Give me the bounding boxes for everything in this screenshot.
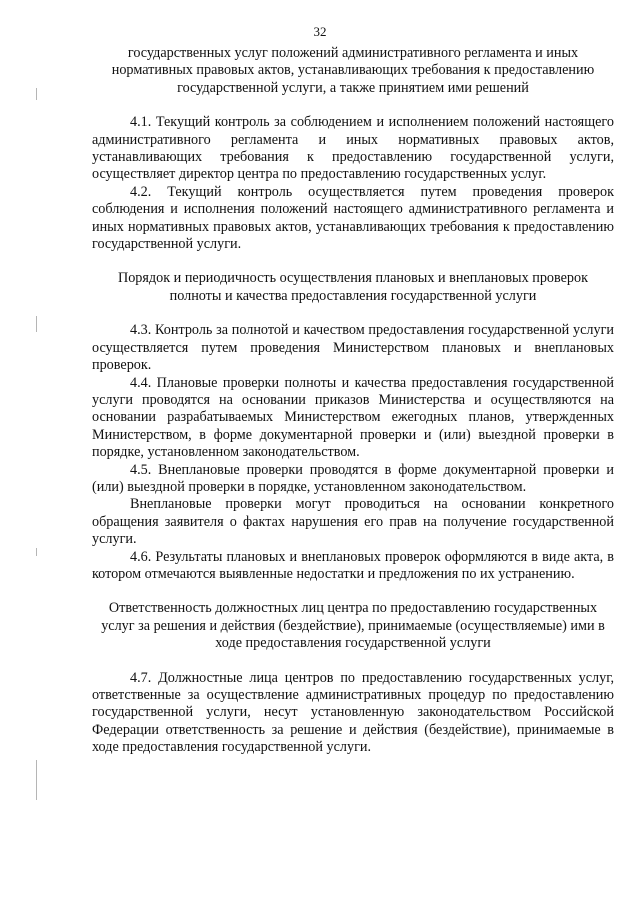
margin-scan-mark	[36, 760, 37, 800]
paragraph-4-5: 4.5. Внеплановые проверки проводятся в форме документарной проверки и (или) выездной проверки в порядке, установленном законодательством.	[92, 461, 614, 495]
margin-scan-mark	[36, 548, 37, 556]
paragraph-4-1: 4.1. Текущий контроль за соблюдением и исполнением положений настоящего административного регламента и иных нормативных правовых актов, устанавливающих требования к предоставлению государственной услуги, осуществляет директор центра по предоставлению государственных услуг.	[92, 114, 614, 183]
section-heading-inspections: Порядок и периодичность осуществления плановых и внеплановых проверок полноты и качества предоставления государственной услуги	[117, 270, 589, 304]
paragraph-4-2: 4.2. Текущий контроль осуществляется путем проведения проверок соблюдения и исполнения положений настоящего административного регламента и иных нормативных правовых актов, устанавливающих требования к предоставлению государственной услуги.	[92, 183, 614, 253]
paragraph-unscheduled: Внеплановые проверки могут проводиться на основании конкретного обращения заявителя о фактах нарушения его прав на получение государственной услуги.	[92, 496, 614, 548]
section-heading-responsibility: Ответственность должностных лиц центра по предоставлению государственных услуг за решения и действия (бездействие), принимаемые (осуществляемые) ими в ходе предоставления государственной услуги	[101, 600, 605, 652]
intro-heading: государственных услуг положений административного регламента и иных нормативных правовых актов, устанавливающих требования к предоставлению государственной услуги, а также принятием ими решений	[111, 45, 595, 96]
paragraph-4-6: 4.6. Результаты плановых и внеплановых проверок оформляются в виде акта, в котором отмечаются выявленные недостатки и предложения по их устранению.	[92, 548, 614, 582]
margin-scan-mark	[36, 316, 37, 332]
paragraph-4-7: 4.7. Должностные лица центров по предоставлению государственных услуг, ответственные за осуществление административных процедур по предоставлению государственной услуги, несут установленную законодательством Российской Федерации ответственность за решение и действия (бездействие), принимаемые в ходе предоставления государственной услуги.	[92, 669, 614, 756]
paragraph-4-4: 4.4. Плановые проверки полноты и качества предоставления государственной услуги проводятся на основании приказов Министерства и осуществляются на основании разрабатываемых Министерством ежегодных планов, утвержденных Министерством, в форме документарной проверки и (или) выездной проверки в порядке, установленном законодательством.	[92, 374, 614, 461]
document-body	[92, 45, 614, 757]
paragraph-4-3: 4.3. Контроль за полнотой и качеством предоставления государственной услуги осуществляется путем проведения Министерством плановых и внеплановых проверок.	[92, 322, 614, 374]
page-number: 32	[313, 24, 327, 39]
margin-scan-mark	[36, 88, 37, 100]
